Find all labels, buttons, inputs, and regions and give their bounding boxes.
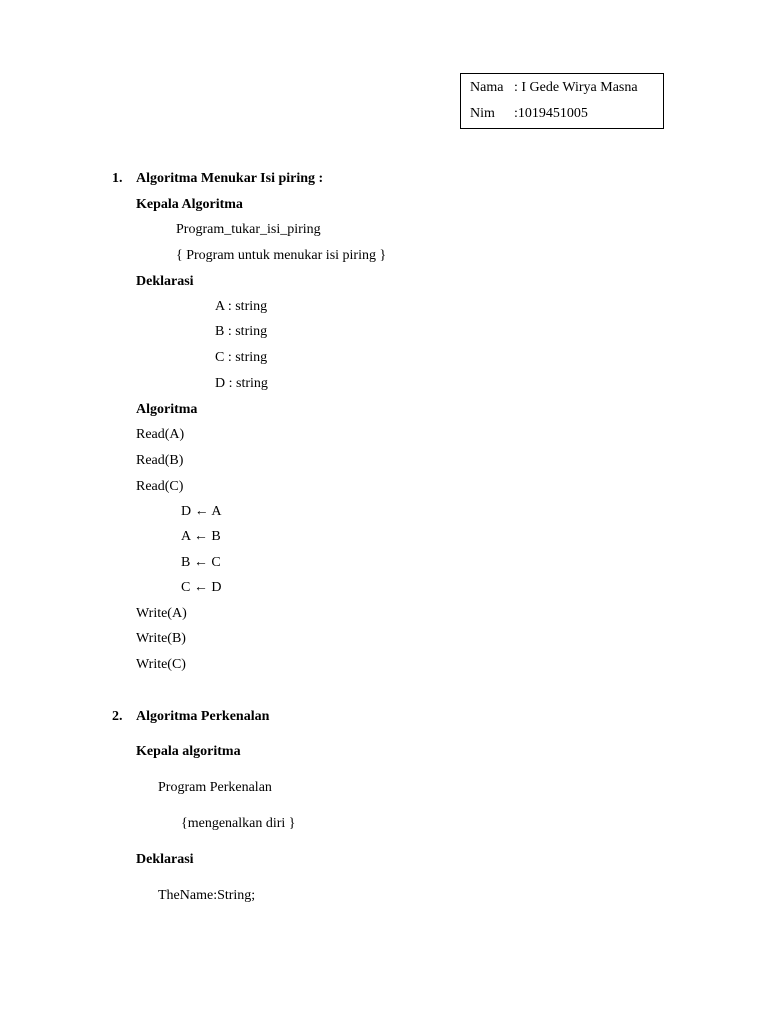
assign-statement: B ← C xyxy=(181,555,221,570)
nim-label: Nim xyxy=(470,106,495,121)
section1-program-comment: { Program untuk menukar isi piring } xyxy=(176,248,387,263)
assign-statement: C ← D xyxy=(181,580,222,595)
name-value: : I Gede Wirya Masna xyxy=(514,80,638,95)
assign-statement: A ← B xyxy=(181,529,221,544)
write-statement: Write(C) xyxy=(136,657,186,672)
section2-program-name: Program Perkenalan xyxy=(158,780,272,795)
read-statement: Read(B) xyxy=(136,453,184,468)
write-statement: Write(A) xyxy=(136,606,187,621)
declaration-line: C : string xyxy=(215,350,268,365)
declaration-line: A : string xyxy=(215,299,268,314)
nim-row xyxy=(470,105,588,123)
section2-program-comment: {mengenalkan diri } xyxy=(181,816,296,831)
section2-head-label: Kepala algoritma xyxy=(136,744,241,759)
section1-program-name: Program_tukar_isi_piring xyxy=(176,222,321,237)
section1-algo-label: Algoritma xyxy=(136,402,198,417)
section1-decl-label: Deklarasi xyxy=(136,274,194,289)
write-statement: Write(B) xyxy=(136,631,186,646)
read-statement: Read(A) xyxy=(136,427,185,442)
declaration-line: D : string xyxy=(215,376,268,391)
name-label: Nama xyxy=(470,80,504,95)
identity-box xyxy=(460,73,664,129)
section2-number: 2. xyxy=(112,709,123,724)
section1-head-label: Kepala Algoritma xyxy=(136,197,243,212)
declaration-line: B : string xyxy=(215,324,268,339)
read-statement: Read(C) xyxy=(136,479,184,494)
section1-title: Algoritma Menukar Isi piring : xyxy=(136,171,324,186)
nim-value: :1019451005 xyxy=(514,106,588,121)
section2-decl-line: TheName:String; xyxy=(158,888,256,903)
section1-number: 1. xyxy=(112,171,123,186)
name-row xyxy=(470,79,638,97)
section2-title: Algoritma Perkenalan xyxy=(136,709,270,724)
section2-decl-label: Deklarasi xyxy=(136,852,194,867)
assign-statement: D ← A xyxy=(181,504,222,519)
